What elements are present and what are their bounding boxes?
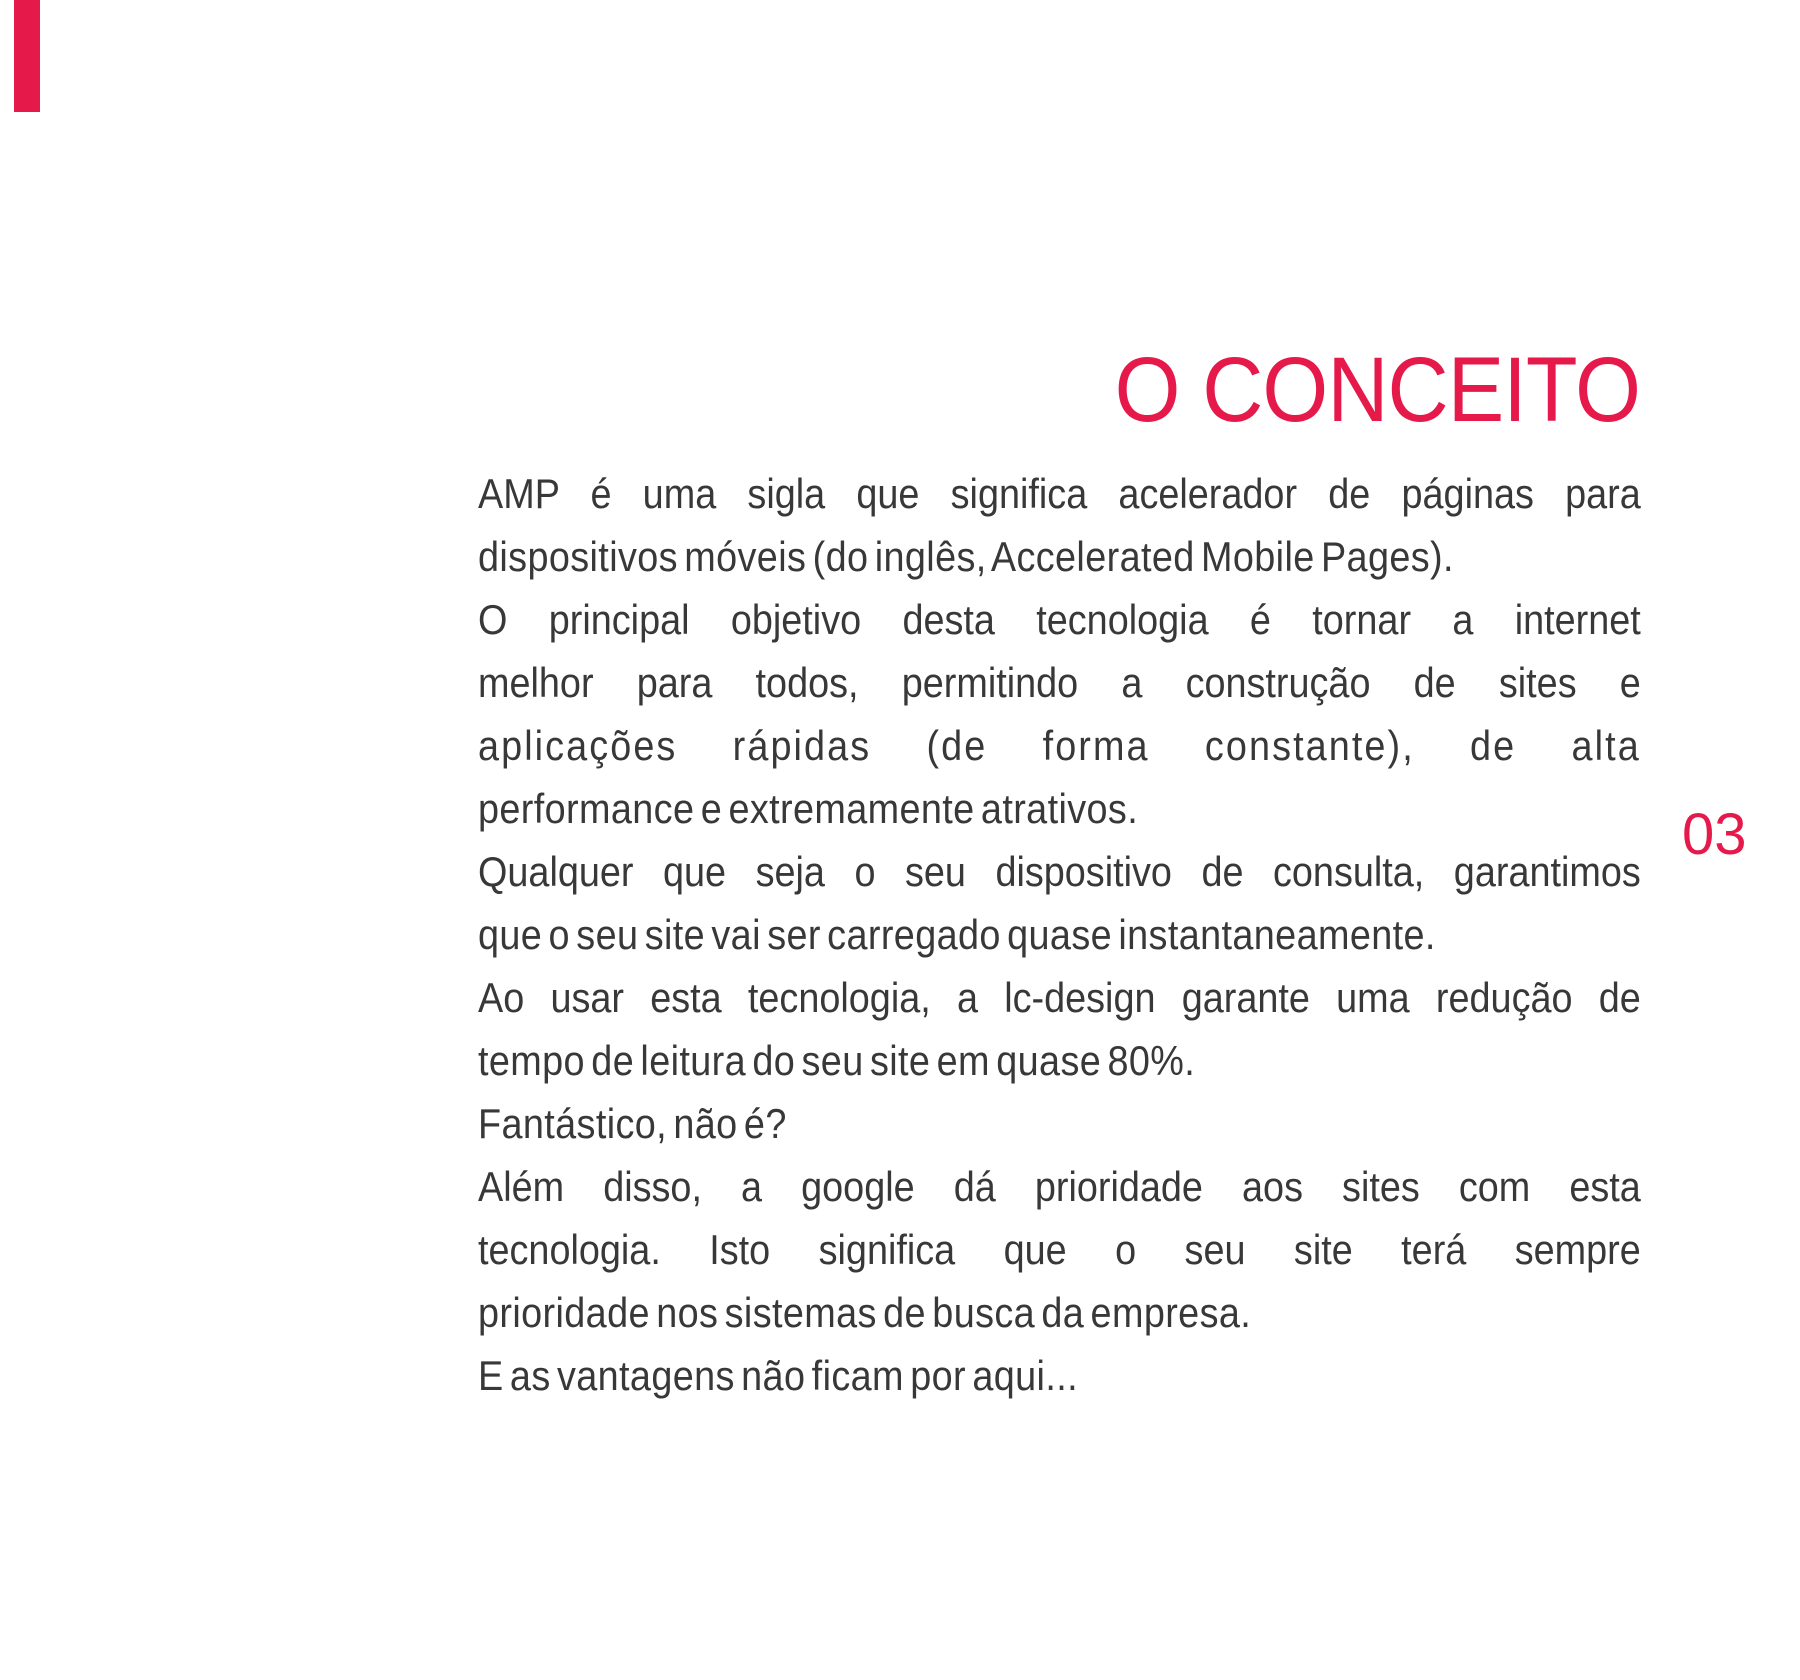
page-title: O CONCEITO <box>1114 339 1640 441</box>
body-text-line: E as vantagens não ficam por aqui... <box>478 1352 1078 1399</box>
page-number: 03 <box>1682 802 1747 867</box>
body-text-line: O principal objetivo desta tecnologia é tornar a internet <box>478 596 1641 643</box>
body-text-line: Qualquer que seja o seu dispositivo de consulta, garantimos <box>478 848 1641 895</box>
body-text-line: dispositivos móveis (do inglês, Accelerated Mobile Pages). <box>478 533 1454 580</box>
body-text-block <box>478 462 1641 1407</box>
body-text-line: melhor para todos, permitindo a construção de sites e <box>478 659 1641 706</box>
body-text-line: Fantástico, não é? <box>478 1100 787 1147</box>
body-text-line: tecnologia. Isto significa que o seu site terá sempre <box>478 1226 1641 1273</box>
body-text-line: que o seu site vai ser carregado quase instantaneamente. <box>478 911 1436 958</box>
body-text-line: Ao usar esta tecnologia, a lc-design garante uma redução de <box>478 974 1641 1021</box>
body-text-line: Além disso, a google dá prioridade aos sites com esta <box>478 1163 1641 1210</box>
body-text-line: AMP é uma sigla que significa acelerador de páginas para <box>478 470 1641 517</box>
accent-ribbon <box>14 0 40 112</box>
body-text-line: prioridade nos sistemas de busca da empresa. <box>478 1289 1252 1336</box>
body-text-line: aplicações rápidas (de forma constante), de alta <box>478 722 1641 769</box>
body-text-line: tempo de leitura do seu site em quase 80%. <box>478 1037 1196 1084</box>
body-text-line: performance e extremamente atrativos. <box>478 785 1139 832</box>
